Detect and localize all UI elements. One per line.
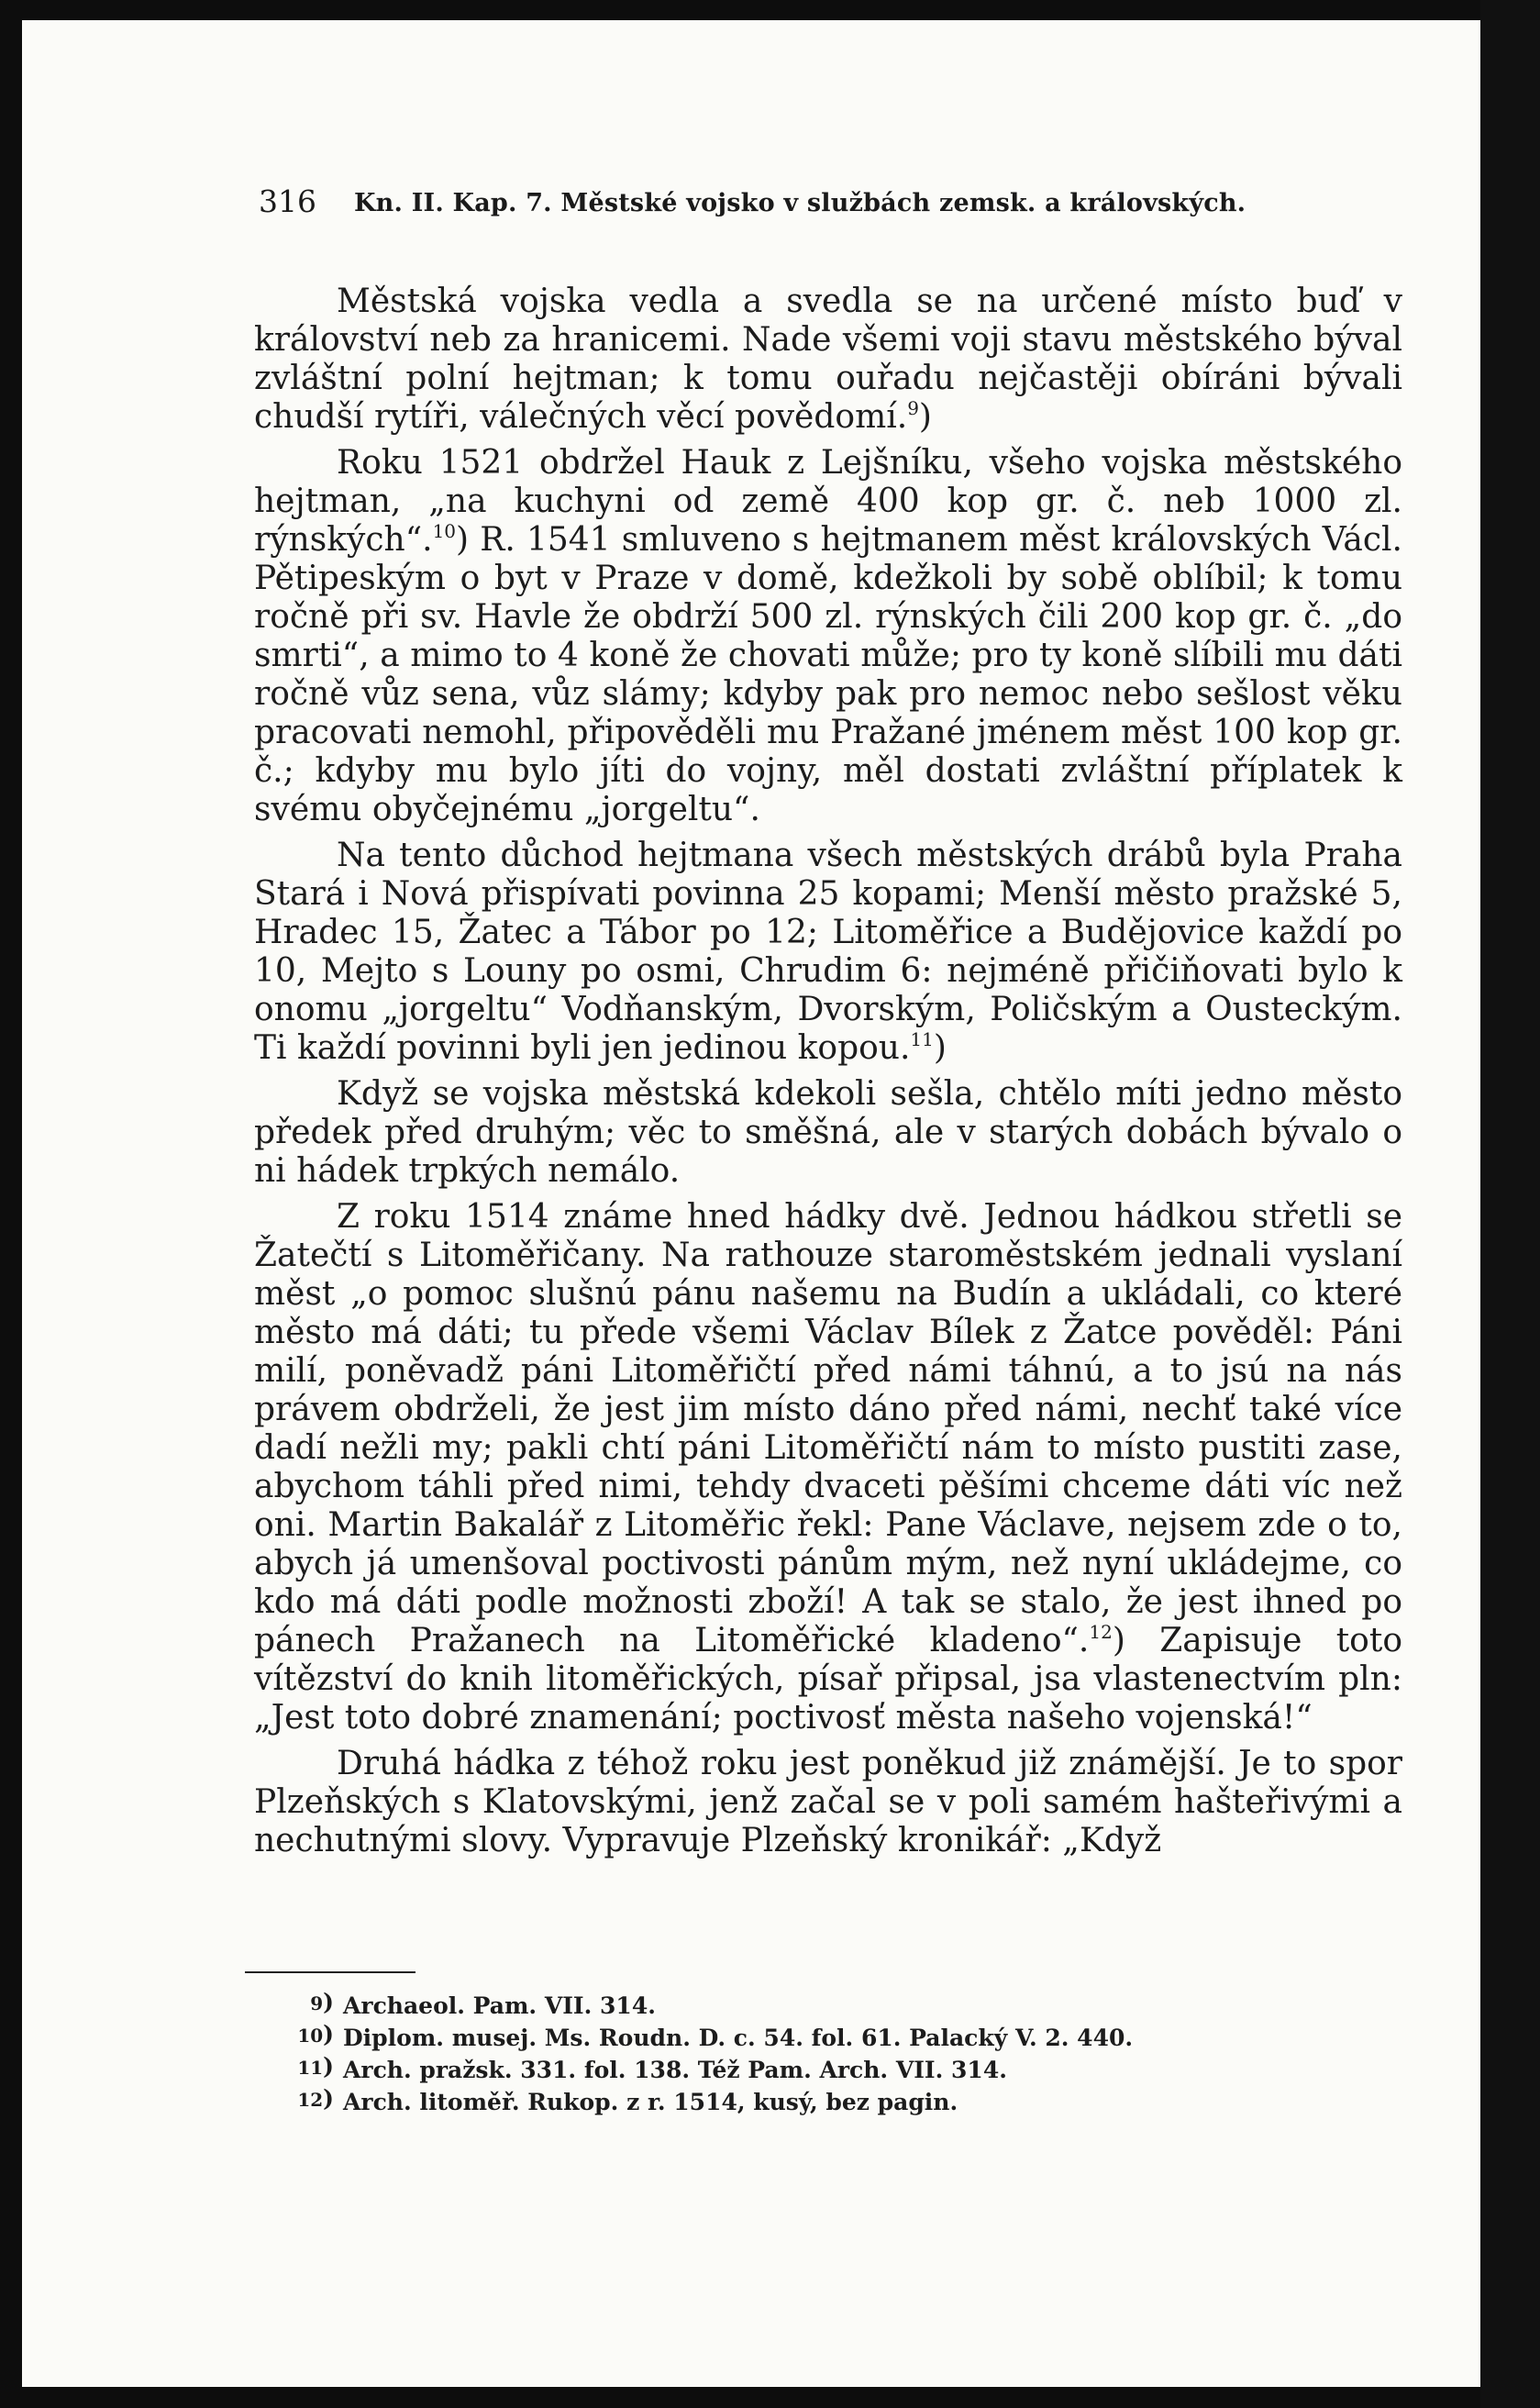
scan-border <box>1480 0 1540 2408</box>
footnote-11 <box>294 2055 1348 2087</box>
footnotes <box>294 1991 1348 2119</box>
footnote-ref-11[interactable]: 11 <box>910 1028 934 1050</box>
paragraph-2: Roku 1521 obdržel Hauk z Lejšníku, všeho vojska městského hejtman, „na kuchyni od země 400 kop gr. č. neb 1000 zl. rýnských“.$^{10}$) R. 1541 smluveno s hejtmanem měst královských Václ. Pětipeským o byt v Praze v domě, kdežkoli by sobě oblíbil; k tomu ročně při sv. Havle že obdrží 500 zl. rýnských čili 200 kop gr. č. „do smrti“, a mimo to 4 koně že chovati může; pro ty koně slíbili mu dáti ročně vůz sena, vůz slámy; kdyby pak pro nemoc nebo sešlost věku pracovati nemohl, připověděli mu Pražané jménem měst 100 kop gr. č.; kdyby mu bylo jíti do vojny, měl dostati zvláštní příplatek k svému obyčejnému „jorgeltu“. <box>254 444 1402 828</box>
footnote-12 <box>294 2087 1348 2119</box>
footnote-text: Archaeol. Pam. VII. 314. <box>343 1992 656 2019</box>
book-page <box>22 20 1480 2387</box>
footnote-mark: 11) <box>297 2053 334 2080</box>
running-header <box>237 183 1392 229</box>
body-text <box>254 283 1402 1868</box>
footnote-mark: 10) <box>297 2021 334 2047</box>
paragraph-6: Druhá hádka z téhož roku jest poněkud již známější. Je to spor Plzeňských s Klatovskými, jenž začal se v poli samém hašteřivými a nechutnými slovy. Vypravuje Plzeňský kronikář: „Když <box>254 1745 1402 1859</box>
footnote-ref-10[interactable]: 10 <box>432 520 457 542</box>
footnote-mark: 9) <box>310 1989 334 2015</box>
running-title: Kn. II. Kap. 7. Městské vojsko v službách zemsk. a královských. <box>354 189 1246 217</box>
footnote-9 <box>294 1991 1348 2023</box>
paragraph-5: Z roku 1514 známe hned hádky dvě. Jednou hádkou střetli se Žatečtí s Litoměřičany. Na rathouze staroměstském jednali vyslaní měst „o pomoc slušnú pánu našemu na Budín a ukládali, co které město má dáti; tu přede všemi Václav Bílek z Žatce pověděl: Páni milí, poněvadž páni Litoměřičtí před námi táhnú, a to jsú na nás právem obdrželi, že jest jim místo dáno před námi, nechť také více dadí nežli my; pakli chtí páni Litoměřičtí nám to místo pustiti zase, abychom táhli před nimi, tehdy dvaceti pěšími chceme dáti víc než oni. Martin Bakalář z Litoměřic řekl: Pane Václave, nejsem zde o to, abych já umenšoval poctivosti pánům mým, než nyní ukládejme, co kdo má dáti podle možnosti zboží! A tak se stalo, že jest ihned po pánech Pražanech na Litoměřické kladeno“.$^{12}$) Zapisuje toto vítězství do knih litoměřických, písař připsal, jsa vlastenectvím pln: „Jest toto dobré znamenání; poctivosť města našeho vojenská!“ <box>254 1198 1402 1737</box>
paragraph-1: Městská vojska vedla a svedla se na určené místo buď v království neb za hranicemi. Nade všemi voji stavu městského býval zvláštní polní hejtman; k tomu ouřadu nejčastěji obíráni bývali chudší rytíři, válečných věcí povědomí.$^9$) <box>254 283 1402 436</box>
footnote-ref-9[interactable]: 9 <box>907 397 919 419</box>
paragraph-4: Když se vojska městská kdekoli sešla, chtělo míti jedno město předek před druhým; věc to směšná, ale v starých dobách bývalo o ni hádek trpkých nemálo. <box>254 1075 1402 1190</box>
footnote-text: Arch. pražsk. 331. fol. 138. Též Pam. Arch. VII. 314. <box>343 2057 1007 2083</box>
footnote-mark: 12) <box>297 2085 334 2112</box>
footnote-text: Arch. litoměř. Rukop. z r. 1514, kusý, bez pagin. <box>343 2089 958 2115</box>
footnote-ref-12[interactable]: 12 <box>1089 1621 1113 1643</box>
footnote-divider <box>245 1971 415 1973</box>
footnote-10 <box>294 2023 1348 2055</box>
footnote-text: Diplom. musej. Ms. Roudn. D. c. 54. fol. 61. Palacký V. 2. 440. <box>343 2025 1134 2051</box>
page-number: 316 <box>259 183 316 219</box>
paragraph-3: Na tento důchod hejtmana všech městských drábů byla Praha Stará i Nová přispívati povinna 25 kopami; Menší město pražské 5, Hradec 15, Žatec a Tábor po 12; Litoměřice a Budějovice každí po 10, Mejto s Louny po osmi, Chrudim 6: nejméně přičiňovati bylo k onomu „jorgeltu“ Vodňanským, Dvorským, Poličským a Ousteckým. Ti každí povinni byli jen jedinou kopou.$^{11}$) <box>254 837 1402 1067</box>
